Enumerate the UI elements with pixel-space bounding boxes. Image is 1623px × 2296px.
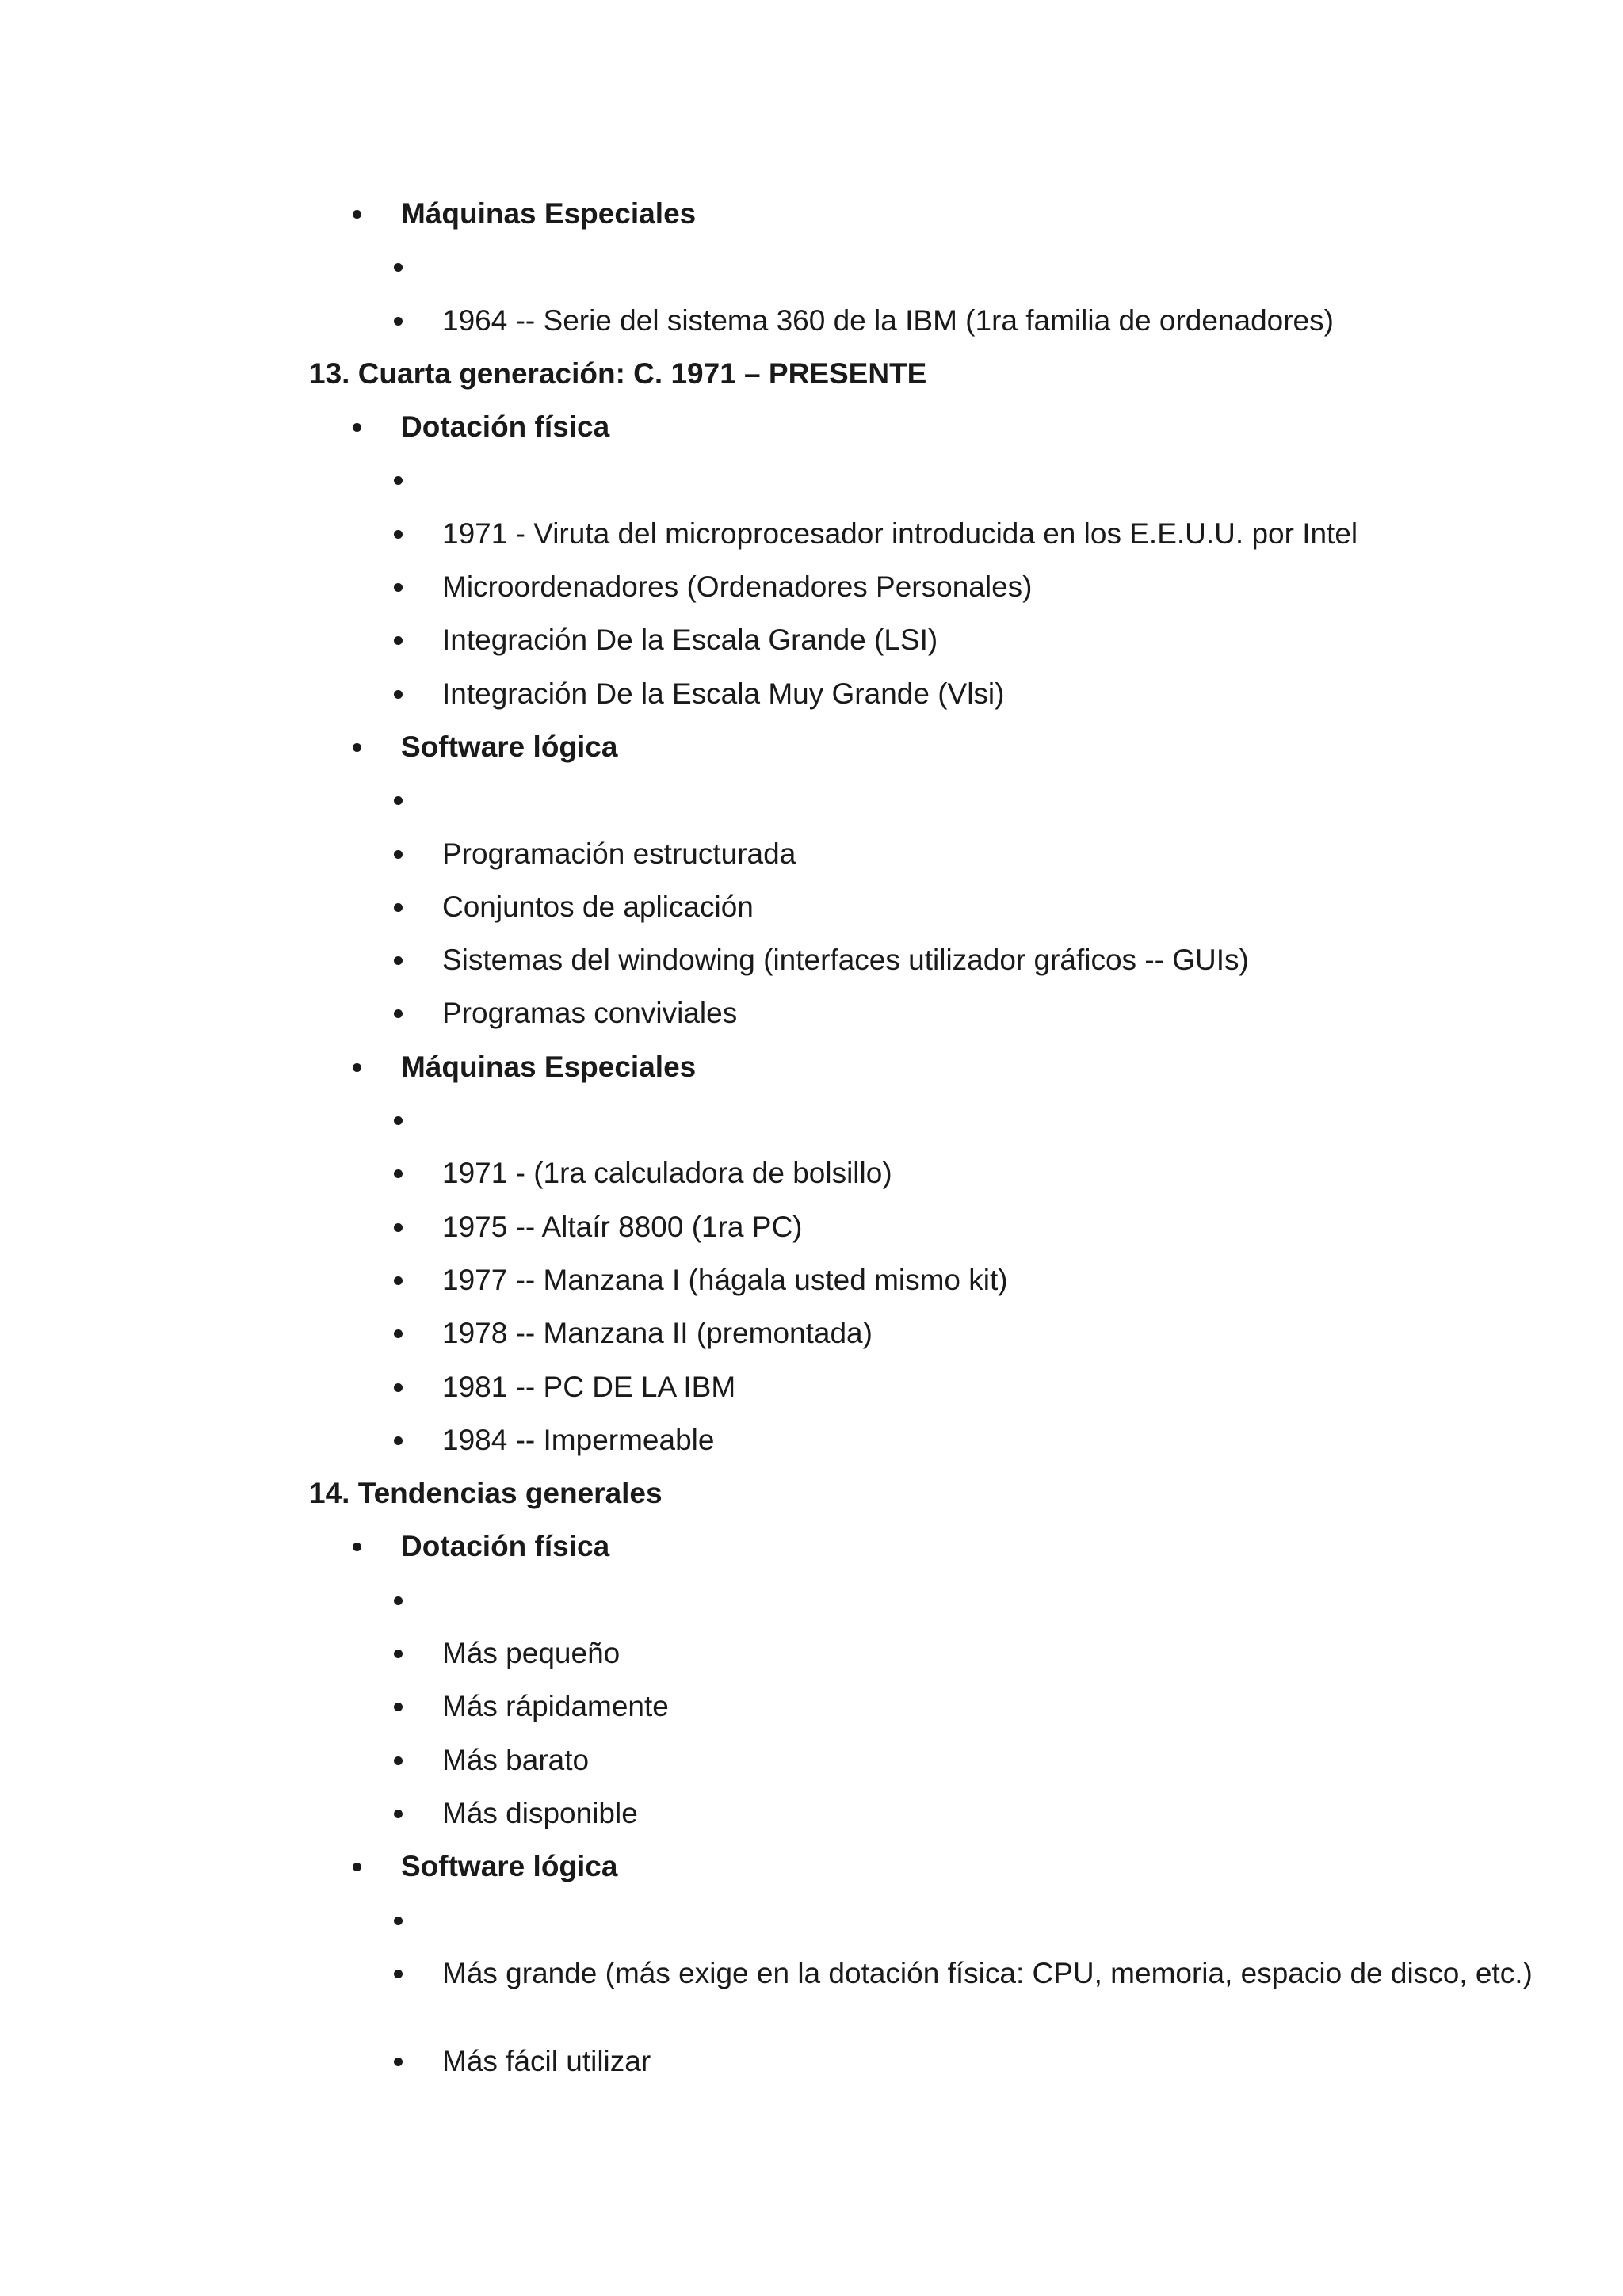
bullet-item-text: 1984 -- Impermeable [442,1423,715,1456]
bullet-item-text: Programas conviviales [442,997,738,1030]
bullet-heading-text: Software lógica [401,1850,618,1883]
section-heading-text: 13. Cuarta generación: C. 1971 – PRESENTE [309,357,927,390]
bullet-item [0,937,1623,990]
bullet-icon [394,1756,403,1765]
bullet-item [0,1364,1623,1417]
bullet-heading-text: Dotación física [401,1530,610,1563]
bullet-icon [394,796,403,805]
bullet-heading-text: Máquinas Especiales [401,1050,697,1083]
bullet-heading-text: Dotación física [401,410,610,444]
bullet-item [0,1417,1623,1470]
bullet-item-text: 1975 -- Altaír 8800 (1ra PC) [442,1210,803,1243]
bullet-item [0,1257,1623,1310]
bullet-icon [394,636,403,645]
bullet-icon [394,690,403,699]
section-heading [0,1470,1623,1524]
bullet-item-text: 1977 -- Manzana I (hágala usted mismo kit) [442,1263,1008,1296]
bullet-item-text: Microordenadores (Ordenadores Personales) [442,570,1033,604]
bullet-icon [394,1917,403,1925]
bullet-heading [0,1844,1623,1897]
bullet-item [0,617,1623,670]
bullet-item [0,1310,1623,1363]
bullet-item [0,244,1623,297]
bullet-icon [394,1223,403,1232]
section-heading [0,351,1623,404]
bullet-icon [394,1116,403,1125]
bullet-item-text: Más rápidamente [442,1690,669,1723]
bullet-item [0,1684,1623,1737]
bullet-item [0,1577,1623,1630]
bullet-item [0,1897,1623,1951]
bullet-heading [0,191,1623,244]
bullet-icon [353,1543,361,1551]
bullet-icon [353,423,361,432]
bullet-item [0,1630,1623,1684]
bullet-icon [394,263,403,272]
bullet-item [0,564,1623,617]
bullet-item-text: Más fácil utilizar [442,2044,651,2077]
bullet-heading-text: Máquinas Especiales [401,197,697,230]
bullet-item-text: Programación estructurada [442,837,796,870]
bullet-item-text: Más barato [442,1743,590,1776]
bullet-item [0,511,1623,564]
bullet-heading-text: Software lógica [401,730,618,763]
bullet-icon [394,956,403,965]
bullet-icon [394,1436,403,1445]
bullet-icon [394,530,403,539]
bullet-icon [394,1169,403,1178]
bullet-item-text: 1981 -- PC DE LA IBM [442,1370,736,1403]
bullet-icon [353,743,361,752]
bullet-icon [394,1650,403,1658]
bullet-item-text: Integración De la Escala Grande (LSI) [442,624,938,657]
bullet-icon [394,1009,403,1018]
bullet-icon [394,317,403,326]
bullet-item [0,1791,1623,1844]
bullet-icon [394,583,403,592]
bullet-icon [353,210,361,219]
bullet-item-text: Más disponible [442,1796,638,1829]
bullet-item-text: Más pequeño [442,1637,621,1670]
bullet-item [0,1150,1623,1203]
bullet-item [0,777,1623,830]
section-heading-text: 14. Tendencias generales [309,1477,663,1510]
bullet-item [0,298,1623,351]
bullet-item-text: Conjuntos de aplicación [442,890,754,923]
bullet-icon [353,1863,361,1871]
bullet-icon [394,903,403,912]
bullet-heading [0,404,1623,457]
bullet-icon [394,1383,403,1392]
bullet-item [0,1097,1623,1150]
bullet-icon [394,1596,403,1605]
bullet-item-text: Integración De la Escala Muy Grande (Vlsi) [442,677,1005,710]
bullet-item [0,990,1623,1043]
bullet-icon [394,1810,403,1818]
bullet-icon [394,1329,403,1338]
bullet-item-text: 1964 -- Serie del sistema 360 de la IBM (1ra familia de ordenadores) [442,303,1334,337]
bullet-icon [394,1970,403,1978]
bullet-icon [394,476,403,485]
bullet-item-text: 1971 - (1ra calculadora de bolsillo) [442,1157,892,1190]
bullet-icon [394,2058,403,2066]
bullet-heading [0,724,1623,777]
bullet-item [0,671,1623,724]
bullet-item [0,884,1623,937]
bullet-item-text: 1978 -- Manzana II (premontada) [442,1317,873,1350]
bullet-item [0,831,1623,884]
bullet-icon [394,1703,403,1711]
bullet-heading [0,1044,1623,1097]
bullet-item [0,1204,1623,1257]
bullet-item [0,1737,1623,1791]
bullet-item [0,2039,1623,2092]
bullet-heading [0,1524,1623,1577]
bullet-icon [394,1276,403,1285]
bullet-item [0,1951,1623,2039]
bullet-item-text: Sistemas del windowing (interfaces utilizador gráficos -- GUIs) [442,944,1249,977]
bullet-item [0,457,1623,510]
bullet-item-text: 1971 - Viruta del microprocesador introducida en los E.E.U.U. por Intel [442,517,1358,550]
bullet-icon [394,850,403,859]
document-body [0,191,1623,2092]
bullet-item-text: Más grande (más exige en la dotación física: CPU, memoria, espacio de disco, etc.) [442,1956,1533,1989]
bullet-icon [353,1063,361,1072]
